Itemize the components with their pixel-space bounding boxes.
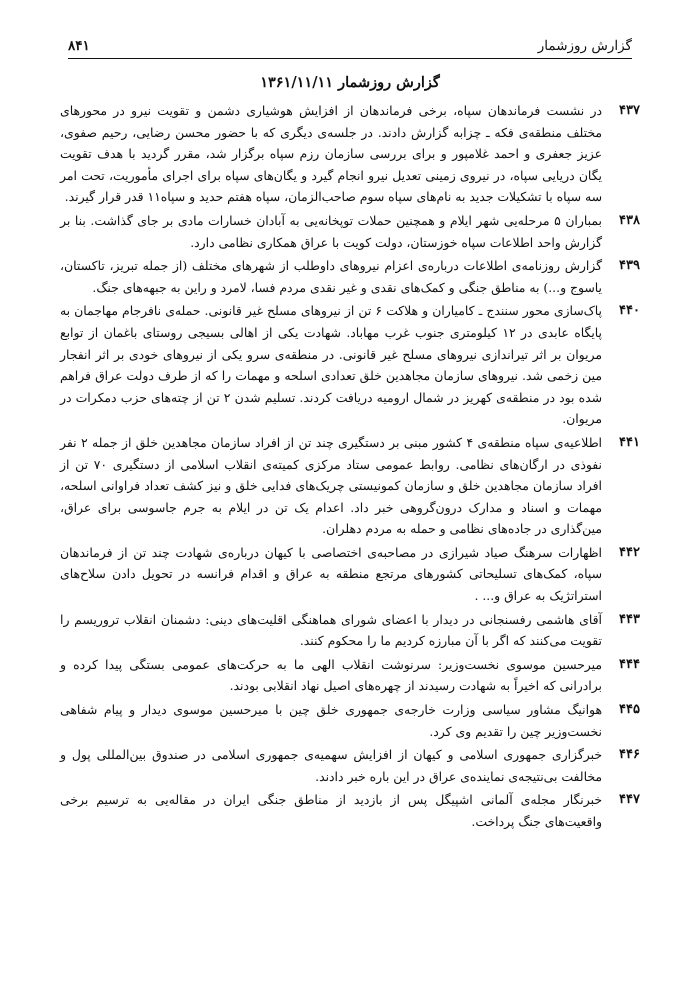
entry-number: ۴۴۳ (619, 611, 640, 627)
entry-number: ۴۳۹ (619, 258, 640, 274)
entry-text: گزارش روزنامه‌ی اطلاعات درباره‌ی اعزام نیروهای داوطلب از شهرهای مختلف (از جمله تبریز، تاکستان، یاسوج و...) به مناطق جنگی و کمک‌های نقدی و غیر نقدی مردم فسا، لامرد و راین به جبهه‌های جنگ. (60, 258, 602, 295)
entry-number: ۴۴۱ (619, 434, 640, 450)
running-header (68, 34, 632, 59)
entry-445 (60, 699, 640, 742)
entry-text: در نشست فرماندهان سپاه، برخی فرماندهان از افزایش هوشیاری دشمن و تقویت نیرو در محورهای مختلف منطقه‌ی فکه ـ چزابه گزارش دادند. در جلسه‌ی دیگری که با حضور محسن رضایی، رحیم صفوی، عزیز جعفری و احمد غلامپور و برای بررسی سازمان رزم سپاه برگزار شد، مقرر گردید با هدف تقویت یگان دریایی سپاه، در نیروی زمینی تعدیل نیرو انجام گیرد و یگان‌های سپاه برای اجرای مأموریت، تحت امر سه سپاه با تشکیلات جدید به نام‌های سپاه سوم صاحب‌الزمان، سپاه هفتم حدید و سپاه۱۱ قدر قرار گیرند. (60, 103, 602, 205)
page-number: ۸۴۱ (68, 38, 90, 54)
entry-number: ۴۴۰ (619, 303, 640, 319)
entry-447 (60, 789, 640, 832)
entry-438 (60, 210, 640, 253)
entry-437 (60, 100, 640, 208)
entry-text: بمباران ۵ مرحله‌یی شهر ایلام و همچنین حملات توپخانه‌یی به آبادان خسارات مادی بر جای گذاشت. بنا بر گزارش واحد اطلاعات سپاه خوزستان، دولت کویت با عراق همکاری نظامی دارد. (60, 212, 602, 250)
entry-text: پاک‌سازی محور سنندج ـ کامیاران و هلاکت ۶ تن از نیروهای مسلح غیر قانونی. حمله‌ی نافرجام مهاجمان به پایگاه عابدی در ۱۲ کیلومتری جنوب غرب مهاباد. شهادت یکی از اهالی بسیجی روستای باغمان از توابع مریوان بر اثر تیراندازی نیروهای مسلح غیر قانونی. در منطقه‌ی سرو یکی از نیروهای خودی بر اثر انفجار مین زخمی شد. نیروهای سازمان مجاهدین خلق تعدادی اسلحه و مهمات را که از طرف دولت عراق فراهم شده بود در منطقه‌ی کهریز در شمال ارومیه دریافت کردند. تسلیم شدن ۲ تن از چته‌های حزب دمکرات در مریوان. (60, 303, 602, 427)
entry-number: ۴۴۷ (619, 792, 640, 808)
entry-439 (60, 255, 640, 298)
entry-text: اظهارات سرهنگ صیاد شیرازی در مصاحبه‌ی اختصاصی با کیهان درباره‌ی شهادت چند تن از فرماندهان سپاه، کمک‌های تسلیحاتی کشورهای مرتجع منطقه به عراق و اقدام فرانسه در تحویل دادن سلاح‌های استراتژیک به عراق و... . (60, 544, 602, 604)
entry-text: آقای هاشمی رفسنجانی در دیدار با اعضای شورای هماهنگی اقلیت‌های دینی: دشمنان انقلاب تروریسم را تقویت می‌کنند که اگر با آن مبارزه کردیم ما را محکوم کنند. (60, 611, 602, 649)
entry-441 (60, 432, 640, 540)
entry-number: ۴۴۶ (619, 747, 640, 763)
entry-list (60, 100, 640, 835)
entry-text: اطلاعیه‌ی سپاه منطقه‌ی ۴ کشور مبنی بر دستگیری چند تن از افراد سازمان مجاهدین خلق از جمله ۲ نفر نفوذی در ارگان‌های نظامی. روابط عمومی ستاد مرکزی کمیته‌ی انقلاب اسلامی از دستگیری ۷۰ تن از افراد سازمان مجاهدین خلق و سازمان کمونیستی چریک‌های فدایی خلق و نیز کشف تعداد فراوانی اسلحه، مهمات و اسناد و مدارک درون‌گروهی خبر داد. اعدام یک تن در ایلام به جرم جاسوسی برای عراق، مین‌گذاری در جاده‌های نظامی و حمله به مردم دهلران. (60, 434, 602, 537)
entry-text: میرحسین موسوی نخست‌وزیر: سرنوشت انقلاب الهی ما به حرکت‌های عمومی بستگی پیدا کرده و برادرانی که اخیراً به شهادت رسیدند از چهره‌های اصیل نهاد انقلابی بودند. (60, 656, 602, 694)
entry-number: ۴۴۲ (619, 544, 640, 560)
entry-444 (60, 654, 640, 697)
entry-number: ۴۴۵ (619, 702, 640, 718)
entry-text: خبرنگار مجله‌ی آلمانی اشپیگل پس از بازدید از مناطق جنگی ایران در مقاله‌یی به ترسیم برخی واقعیت‌های جنگ پرداخت. (60, 792, 602, 829)
entry-443 (60, 609, 640, 652)
section-title: گزارش روزشمار (537, 38, 632, 54)
entry-number: ۴۴۴ (619, 656, 640, 672)
entry-440 (60, 300, 640, 430)
entry-text: هوانیگ مشاور سیاسی وزارت خارجه‌ی جمهوری خلق چین با میرحسین موسوی دیدار و پیام شفاهی نخست‌وزیر چین را تقدیم وی کرد. (60, 702, 602, 739)
entry-446 (60, 744, 640, 787)
entry-number: ۴۳۸ (619, 212, 640, 228)
entry-number: ۴۳۷ (619, 103, 640, 118)
entry-442 (60, 542, 640, 607)
report-title: گزارش روزشمار ۱۳۶۱/۱۱/۱۱ (260, 74, 440, 91)
entry-text: خبرگزاری جمهوری اسلامی و کیهان از افزایش سهمیه‌ی جمهوری اسلامی در صندوق بین‌المللی پول و مخالفت بی‌نتیجه‌ی نماینده‌ی عراق در این باره خبر دادند. (60, 747, 602, 784)
